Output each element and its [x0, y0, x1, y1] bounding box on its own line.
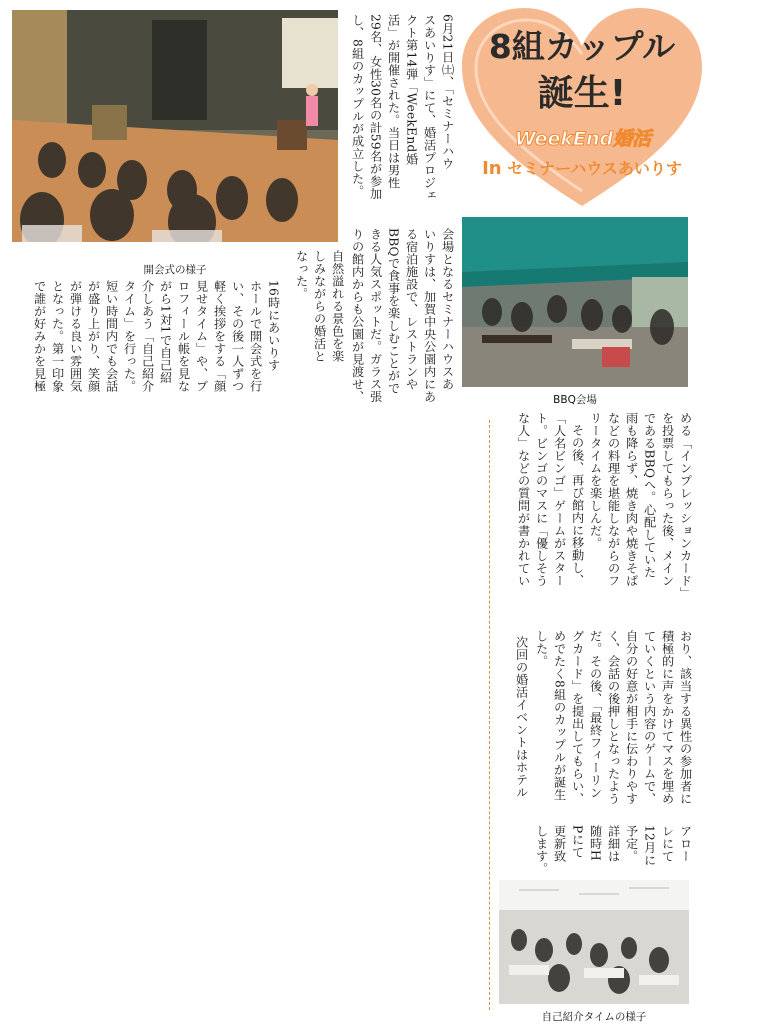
bbq-venue-caption: BBQ会場 — [553, 394, 597, 406]
headline-line2: 誕生! — [537, 73, 627, 114]
body-col-33: 雨も降らず、焼き肉や焼きそば — [624, 412, 639, 587]
body-col-6: し、8組のカップルが成立した。 — [350, 14, 365, 198]
body-col-36: その後、再び館内に移動し、 — [570, 424, 585, 587]
self-intro-photo — [499, 880, 689, 1004]
body-col-28: となった。第一印象 — [50, 280, 65, 393]
body-col-25: 短い時間内でも会話 — [104, 280, 119, 393]
body-col-7: 会場となるセミナーハウスあ — [440, 228, 455, 391]
body-col-58: します。 — [534, 825, 549, 875]
body-col-27: が弾ける良い雰囲気 — [68, 280, 83, 393]
body-col-23: 介しあう「自己紹介 — [140, 280, 155, 393]
body-col-13: 自然溢れる景色を楽 — [330, 250, 345, 363]
body-col-35: リータイムを楽しんだ。 — [588, 412, 603, 550]
body-col-20: 見せタイム」や、プ — [194, 280, 209, 393]
body-col-40: おり、該当する異性の参加者に — [678, 630, 693, 805]
body-col-52: 12月に — [642, 825, 657, 867]
body-col-57: 更新致 — [552, 825, 567, 863]
bbq-venue-photo — [462, 217, 688, 387]
body-col-41: 積極的に声をかけてマスを埋め — [660, 630, 675, 805]
opening-ceremony-caption: 開会式の様子 — [143, 264, 207, 276]
body-col-39: な人」などの質問が書かれてい — [516, 412, 531, 587]
body-col-37: 「人名ビンゴ」ゲームがスター — [552, 412, 567, 587]
body-col-29: で誰が好みかを見極 — [32, 280, 47, 393]
body-col-11: きる人気スポットだ。ガラス張 — [368, 228, 383, 403]
body-col-22: がら1対1で自己紹 — [158, 280, 173, 384]
body-col-45: だ。その後、「最終フィーリン — [588, 630, 603, 799]
body-col-44: く、会話の後押しとなったよう — [606, 630, 621, 805]
venue-line — [462, 156, 702, 179]
body-col-14: しみながらの婚活と — [312, 250, 327, 363]
body-col-5: 29名、女性30名の計59名が参加 — [368, 14, 383, 200]
event-brand-logo: WeekEnd婚活 — [514, 128, 652, 150]
body-col-31: を投票してもらった後、メイン — [660, 412, 675, 587]
body-col-48: した。 — [534, 630, 549, 668]
body-col-50: アロー — [678, 825, 693, 863]
opening-ceremony-photo — [12, 10, 338, 242]
body-col-16: 16時にあいりす — [266, 280, 281, 372]
body-col-32: であるBBQへ。心配していた — [642, 412, 657, 579]
self-intro-caption: 自己紹介タイムの様子 — [541, 1011, 647, 1023]
body-col-42: ていくという内容のゲームで、 — [642, 630, 657, 805]
body-col-34: などの料理を堪能しながらのフ — [606, 412, 621, 587]
body-col-3: クト第14弾「WeekEnd婚 — [404, 14, 419, 166]
body-col-56: Pにて — [570, 825, 585, 859]
body-col-47: めでたく8組のカップルが誕生 — [552, 630, 567, 801]
headline-line1: 8組カップル — [488, 27, 676, 66]
body-col-1: 6月21日㈯、「セミナーハウ — [440, 14, 455, 170]
body-col-21: ロフィール帳を見な — [176, 280, 191, 393]
body-col-10: BBQで食事を楽しむことがで — [386, 228, 401, 395]
body-col-19: 軽く挨拶をする「顔 — [212, 280, 227, 393]
body-col-4: 活」が開催された。当日は男性 — [386, 14, 401, 189]
venue-prefix: In — [482, 158, 502, 179]
body-col-55: 随時H — [588, 825, 603, 861]
body-col-38: ト。ビンゴのマスに「優しそう — [534, 412, 549, 587]
venue-name: セミナーハウスあいりす — [507, 159, 682, 178]
body-col-26: が盛り上がり、笑顔 — [86, 280, 101, 393]
body-col-18: い、その後一人ずつ — [230, 280, 245, 393]
body-col-30: める「インプレッションカード」 — [678, 412, 693, 600]
body-col-12: りの館内からも公園が見渡せ、 — [350, 228, 365, 403]
body-col-9: る宿泊施設で、レストランや — [404, 228, 419, 391]
column-divider — [489, 420, 490, 1010]
body-col-43: 自分の好意が相手に伝わりやす — [624, 630, 639, 805]
body-col-53: 予定。 — [624, 825, 639, 863]
body-col-2: スあいりす」にて、婚活プロジェ — [422, 14, 437, 202]
body-col-46: グカード」を提出してもらい、 — [570, 630, 585, 805]
body-col-24: タイム」を行った。 — [122, 280, 137, 393]
body-col-51: レにて — [660, 825, 675, 863]
body-col-8: いりすは、加賀中央公園内にあ — [422, 228, 437, 403]
body-col-15: なった。 — [294, 250, 309, 300]
body-col-49: 次回の婚活イベントはホテル — [514, 636, 529, 799]
body-col-17: ホールで開会式を行 — [248, 280, 263, 393]
body-col-54: 詳細は — [606, 825, 621, 863]
